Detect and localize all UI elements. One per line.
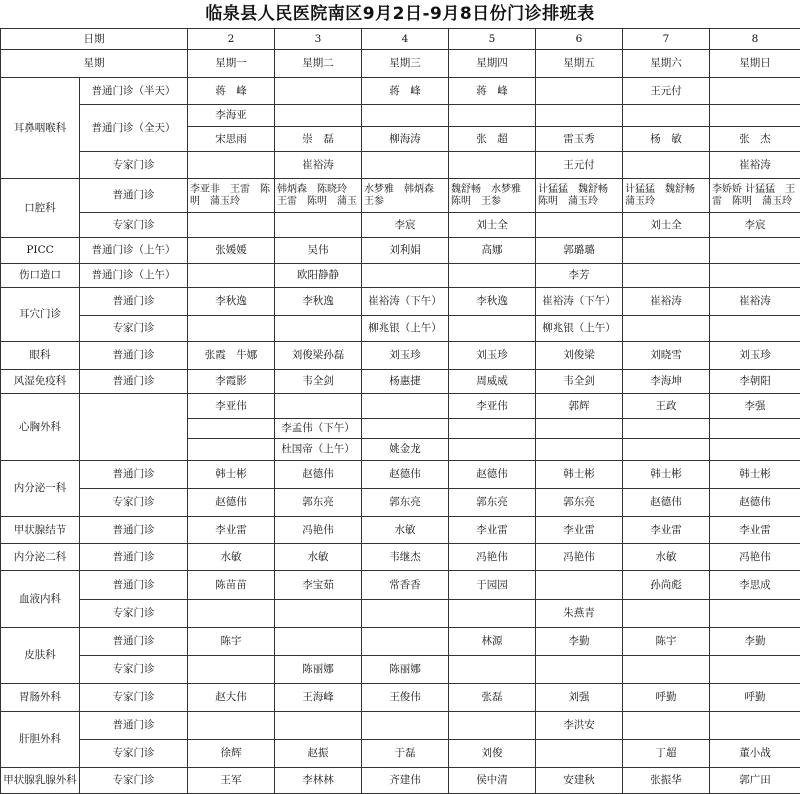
doctor-cell <box>710 419 800 439</box>
clinic-type-cell: 普通门诊 <box>80 544 188 571</box>
doctor-cell <box>710 316 800 342</box>
clinic-type-cell: 专家门诊 <box>80 684 188 712</box>
doctor-cell: 刘士全 <box>449 213 536 238</box>
date-cell: 4 <box>362 29 449 50</box>
doctor-cell: 郭东亮 <box>449 489 536 517</box>
doctor-cell <box>449 105 536 127</box>
doctor-cell: 王政 <box>623 394 710 419</box>
department-cell: 肝胆外科 <box>1 712 80 768</box>
doctor-cell: 崔裕涛 <box>710 152 800 179</box>
doctor-cell: 计猛猛 魏舒畅 蒲玉玲 <box>623 179 710 213</box>
doctor-cell: 赵德伟 <box>710 489 800 517</box>
clinic-type-cell: 专家门诊 <box>80 489 188 517</box>
doctor-cell: 刘玉珍 <box>362 342 449 370</box>
doctor-cell: 郭东亮 <box>275 489 362 517</box>
doctor-cell: 郭东亮 <box>362 489 449 517</box>
schedule-row <box>1 571 800 600</box>
department-cell: 甲状腺结节 <box>1 517 80 544</box>
weekday-row <box>1 50 800 78</box>
doctor-cell: 陈宇 <box>188 628 275 656</box>
doctor-cell: 水敏 <box>623 544 710 571</box>
doctor-cell: 韩士彬 <box>710 461 800 489</box>
schedule-row <box>1 264 800 288</box>
doctor-cell: 于园园 <box>449 571 536 600</box>
department-cell: 甲状腺乳腺外科 <box>1 768 80 794</box>
doctor-cell: 冯艳伟 <box>449 544 536 571</box>
doctor-cell <box>623 600 710 628</box>
doctor-cell <box>188 600 275 628</box>
doctor-cell: 李秋逸 <box>449 288 536 316</box>
doctor-cell: 常香香 <box>362 571 449 600</box>
doctor-cell: 李娇娇 计猛猛 王雷 陈明 蒲玉玲 <box>710 179 800 213</box>
doctor-cell <box>275 105 362 127</box>
doctor-cell <box>275 316 362 342</box>
doctor-cell: 郭东亮 <box>536 489 623 517</box>
doctor-cell: 王海峰 <box>275 684 362 712</box>
doctor-cell: 赵德伟 <box>275 461 362 489</box>
clinic-type-cell: 专家门诊 <box>80 213 188 238</box>
doctor-cell: 董小战 <box>710 740 800 768</box>
doctor-cell <box>275 213 362 238</box>
doctor-cell: 郭广田 <box>710 768 800 794</box>
doctor-cell: 赵德伟 <box>449 461 536 489</box>
department-cell: 眼科 <box>1 342 80 370</box>
doctor-cell: 孙尚彪 <box>623 571 710 600</box>
doctor-cell <box>623 439 710 461</box>
clinic-type-cell: 普通门诊 <box>80 461 188 489</box>
doctor-cell <box>275 712 362 740</box>
clinic-type-cell: 普通门诊 <box>80 712 188 740</box>
doctor-cell <box>710 600 800 628</box>
clinic-type-cell: 普通门诊 <box>80 517 188 544</box>
department-cell: 风湿免疫科 <box>1 370 80 394</box>
doctor-cell: 王元付 <box>623 78 710 105</box>
department-cell: 血液内科 <box>1 571 80 628</box>
clinic-type-cell <box>80 394 188 461</box>
doctor-cell: 蒋 峰 <box>449 78 536 105</box>
doctor-cell: 崔裕涛 <box>710 288 800 316</box>
doctor-cell: 蒋 峰 <box>188 78 275 105</box>
doctor-cell: 刘士全 <box>623 213 710 238</box>
doctor-cell: 李林林 <box>275 768 362 794</box>
doctor-cell: 高娜 <box>449 238 536 264</box>
schedule-row <box>1 600 800 628</box>
doctor-cell: 刘玉珍 <box>449 342 536 370</box>
doctor-cell <box>623 419 710 439</box>
doctor-cell: 刘利娟 <box>362 238 449 264</box>
doctor-cell: 李孟伟（下午） <box>275 419 362 439</box>
schedule-row <box>1 370 800 394</box>
doctor-cell: 李业雷 <box>449 517 536 544</box>
doctor-cell: 刘俊 <box>449 740 536 768</box>
date-label: 日期 <box>1 29 188 50</box>
clinic-type-cell: 专家门诊 <box>80 740 188 768</box>
department-cell: 皮肤科 <box>1 628 80 684</box>
schedule-row <box>1 461 800 489</box>
doctor-cell: 张 超 <box>449 127 536 152</box>
doctor-cell: 李海亚 <box>188 105 275 127</box>
doctor-cell: 张 杰 <box>710 127 800 152</box>
doctor-cell <box>188 419 275 439</box>
schedule-row <box>1 656 800 684</box>
doctor-cell <box>710 78 800 105</box>
doctor-cell: 韩士彬 <box>536 461 623 489</box>
doctor-cell: 赵大伟 <box>188 684 275 712</box>
doctor-cell: 李业雷 <box>536 517 623 544</box>
department-cell: 伤口造口 <box>1 264 80 288</box>
doctor-cell: 张霞 牛娜 <box>188 342 275 370</box>
doctor-cell <box>449 656 536 684</box>
doctor-cell <box>188 712 275 740</box>
schedule-row <box>1 78 800 105</box>
schedule-row <box>1 316 800 342</box>
doctor-cell: 魏舒畅 水梦雅 陈明 王参 <box>449 179 536 213</box>
doctor-cell <box>275 628 362 656</box>
schedule-row <box>1 517 800 544</box>
doctor-cell: 李芳 <box>536 264 623 288</box>
doctor-cell: 水敏 <box>188 544 275 571</box>
doctor-cell: 于磊 <box>362 740 449 768</box>
doctor-cell <box>623 316 710 342</box>
schedule-row <box>1 768 800 794</box>
date-cell: 7 <box>623 29 710 50</box>
doctor-cell: 李思成 <box>710 571 800 600</box>
clinic-type-cell: 普通门诊（全天） <box>80 105 188 152</box>
doctor-cell <box>536 656 623 684</box>
doctor-cell <box>362 394 449 419</box>
doctor-cell: 姚金龙 <box>362 439 449 461</box>
doctor-cell <box>449 600 536 628</box>
clinic-type-cell: 专家门诊 <box>80 768 188 794</box>
clinic-type-cell: 普通门诊 <box>80 288 188 316</box>
doctor-cell <box>449 439 536 461</box>
doctor-cell: 张振华 <box>623 768 710 794</box>
doctor-cell <box>188 264 275 288</box>
doctor-cell <box>710 439 800 461</box>
doctor-cell <box>188 439 275 461</box>
doctor-cell <box>362 712 449 740</box>
doctor-cell: 水敏 <box>362 517 449 544</box>
clinic-type-cell: 普通门诊 <box>80 179 188 213</box>
doctor-cell <box>362 105 449 127</box>
doctor-cell <box>362 419 449 439</box>
date-cell: 6 <box>536 29 623 50</box>
doctor-cell: 杨 敏 <box>623 127 710 152</box>
weekday-cell: 星期五 <box>536 50 623 78</box>
department-cell: 心胸外科 <box>1 394 80 461</box>
doctor-cell: 林源 <box>449 628 536 656</box>
schedule-row <box>1 684 800 712</box>
department-cell: PICC <box>1 238 80 264</box>
doctor-cell: 李朝阳 <box>710 370 800 394</box>
doctor-cell: 柳海涛 <box>362 127 449 152</box>
department-cell: 口腔科 <box>1 179 80 238</box>
doctor-cell <box>623 712 710 740</box>
doctor-cell: 李亚伟 <box>188 394 275 419</box>
doctor-cell <box>536 213 623 238</box>
clinic-type-cell: 专家门诊 <box>80 600 188 628</box>
doctor-cell: 李强 <box>710 394 800 419</box>
doctor-cell: 宋思雨 <box>188 127 275 152</box>
doctor-cell <box>188 316 275 342</box>
doctor-cell: 赵德伟 <box>623 489 710 517</box>
doctor-cell: 计猛猛 魏舒畅 陈明 蒲玉玲 <box>536 179 623 213</box>
doctor-cell: 冯艳伟 <box>536 544 623 571</box>
doctor-cell <box>536 105 623 127</box>
doctor-cell: 刘强 <box>536 684 623 712</box>
doctor-cell: 李亚非 王雷 陈明 蒲玉玲 <box>188 179 275 213</box>
doctor-cell: 陈苗苗 <box>188 571 275 600</box>
doctor-cell: 呼勤 <box>623 684 710 712</box>
doctor-cell: 张媛媛 <box>188 238 275 264</box>
schedule-table <box>0 28 800 794</box>
date-cell: 2 <box>188 29 275 50</box>
clinic-type-cell: 普通门诊 <box>80 571 188 600</box>
doctor-cell: 崔裕涛 <box>275 152 362 179</box>
schedule-row <box>1 179 800 213</box>
doctor-cell: 齐建伟 <box>362 768 449 794</box>
department-cell: 耳鼻咽喉科 <box>1 78 80 179</box>
doctor-cell <box>362 628 449 656</box>
doctor-cell: 刘玉珍 <box>710 342 800 370</box>
doctor-cell: 杨惠捷 <box>362 370 449 394</box>
doctor-cell <box>710 105 800 127</box>
doctor-cell: 水梦雅 韩炳森 王参 <box>362 179 449 213</box>
doctor-cell: 崔裕涛 <box>623 288 710 316</box>
doctor-cell: 刘俊梁 <box>536 342 623 370</box>
doctor-cell <box>623 656 710 684</box>
doctor-cell: 柳兆银（上午） <box>536 316 623 342</box>
department-cell: 耳穴门诊 <box>1 288 80 342</box>
clinic-type-cell: 普通门诊（半天） <box>80 78 188 105</box>
doctor-cell <box>449 316 536 342</box>
doctor-cell <box>449 419 536 439</box>
schedule-body <box>1 29 800 794</box>
doctor-cell: 雷玉秀 <box>536 127 623 152</box>
doctor-cell: 李宝茹 <box>275 571 362 600</box>
doctor-cell <box>623 152 710 179</box>
doctor-cell: 赵德伟 <box>188 489 275 517</box>
doctor-cell <box>536 740 623 768</box>
doctor-cell <box>188 213 275 238</box>
doctor-cell: 韦继杰 <box>362 544 449 571</box>
doctor-cell: 韩炳森 陈晓玲 王雷 陈明 蒲玉 <box>275 179 362 213</box>
weekday-cell: 星期三 <box>362 50 449 78</box>
doctor-cell <box>449 264 536 288</box>
doctor-cell: 丁超 <box>623 740 710 768</box>
doctor-cell: 崔裕涛（下午） <box>362 288 449 316</box>
doctor-cell: 王军 <box>188 768 275 794</box>
doctor-cell: 李业雷 <box>188 517 275 544</box>
doctor-cell: 吴伟 <box>275 238 362 264</box>
doctor-cell <box>275 78 362 105</box>
doctor-cell: 陈丽娜 <box>362 656 449 684</box>
date-cell: 5 <box>449 29 536 50</box>
schedule-row <box>1 342 800 370</box>
doctor-cell: 柳兆银（上午） <box>362 316 449 342</box>
weekday-cell: 星期一 <box>188 50 275 78</box>
doctor-cell: 陈丽娜 <box>275 656 362 684</box>
doctor-cell <box>623 105 710 127</box>
schedule-row <box>1 394 800 419</box>
doctor-cell <box>536 571 623 600</box>
page-title: 临泉县人民医院南区9月2日-9月8日份门诊排班表 <box>0 0 800 28</box>
clinic-type-cell: 专家门诊 <box>80 316 188 342</box>
weekday-cell: 星期日 <box>710 50 800 78</box>
doctor-cell <box>188 152 275 179</box>
doctor-cell <box>623 264 710 288</box>
doctor-cell <box>623 238 710 264</box>
clinic-type-cell: 普通门诊（上午） <box>80 264 188 288</box>
doctor-cell: 王俊伟 <box>362 684 449 712</box>
schedule-row <box>1 740 800 768</box>
doctor-cell <box>710 238 800 264</box>
doctor-cell: 李勤 <box>536 628 623 656</box>
doctor-cell: 韩士彬 <box>623 461 710 489</box>
doctor-cell: 张磊 <box>449 684 536 712</box>
doctor-cell: 刘俊梁孙磊 <box>275 342 362 370</box>
schedule-row <box>1 288 800 316</box>
schedule-row <box>1 489 800 517</box>
doctor-cell: 李勤 <box>710 628 800 656</box>
doctor-cell: 赵德伟 <box>362 461 449 489</box>
doctor-cell: 蒋 峰 <box>362 78 449 105</box>
schedule-row <box>1 628 800 656</box>
doctor-cell: 李秋逸 <box>188 288 275 316</box>
doctor-cell <box>362 152 449 179</box>
date-cell: 8 <box>710 29 800 50</box>
doctor-cell <box>449 712 536 740</box>
doctor-cell <box>710 264 800 288</box>
doctor-cell <box>275 394 362 419</box>
doctor-cell: 呼勤 <box>710 684 800 712</box>
schedule-row <box>1 105 800 127</box>
doctor-cell: 徐辉 <box>188 740 275 768</box>
clinic-type-cell: 普通门诊 <box>80 370 188 394</box>
doctor-cell: 水敏 <box>275 544 362 571</box>
doctor-cell: 李霞影 <box>188 370 275 394</box>
doctor-cell: 李秋逸 <box>275 288 362 316</box>
department-cell: 胃肠外科 <box>1 684 80 712</box>
doctor-cell: 郭璐璐 <box>536 238 623 264</box>
clinic-type-cell: 普通门诊 <box>80 628 188 656</box>
doctor-cell: 王元付 <box>536 152 623 179</box>
clinic-type-cell: 普通门诊（上午） <box>80 238 188 264</box>
doctor-cell: 韩士彬 <box>188 461 275 489</box>
clinic-type-cell: 普通门诊 <box>80 342 188 370</box>
doctor-cell: 欧阳静静 <box>275 264 362 288</box>
doctor-cell: 朱燕青 <box>536 600 623 628</box>
weekday-cell: 星期二 <box>275 50 362 78</box>
doctor-cell <box>536 439 623 461</box>
doctor-cell: 李业雷 <box>710 517 800 544</box>
clinic-type-cell: 专家门诊 <box>80 152 188 179</box>
schedule-row <box>1 238 800 264</box>
doctor-cell: 李洪安 <box>536 712 623 740</box>
schedule-row <box>1 213 800 238</box>
doctor-cell <box>710 712 800 740</box>
doctor-cell: 韦全剑 <box>275 370 362 394</box>
doctor-cell: 李业雷 <box>623 517 710 544</box>
doctor-cell: 杜国帝（上午） <box>275 439 362 461</box>
doctor-cell <box>710 656 800 684</box>
doctor-cell: 刘晓雪 <box>623 342 710 370</box>
schedule-row <box>1 712 800 740</box>
doctor-cell: 李海坤 <box>623 370 710 394</box>
doctor-cell <box>449 152 536 179</box>
week-label: 星期 <box>1 50 188 78</box>
doctor-cell: 李宸 <box>362 213 449 238</box>
date-cell: 3 <box>275 29 362 50</box>
doctor-cell: 侯中清 <box>449 768 536 794</box>
weekday-cell: 星期四 <box>449 50 536 78</box>
doctor-cell: 周威威 <box>449 370 536 394</box>
doctor-cell <box>275 600 362 628</box>
weekday-cell: 星期六 <box>623 50 710 78</box>
clinic-type-cell: 专家门诊 <box>80 656 188 684</box>
doctor-cell: 韦全剑 <box>536 370 623 394</box>
doctor-cell: 冯艳伟 <box>275 517 362 544</box>
doctor-cell <box>536 78 623 105</box>
doctor-cell: 李亚伟 <box>449 394 536 419</box>
date-row <box>1 29 800 50</box>
doctor-cell: 崇 磊 <box>275 127 362 152</box>
department-cell: 内分泌一科 <box>1 461 80 517</box>
doctor-cell: 郭辉 <box>536 394 623 419</box>
schedule-row <box>1 544 800 571</box>
doctor-cell: 安建秋 <box>536 768 623 794</box>
doctor-cell: 冯艳伟 <box>710 544 800 571</box>
doctor-cell: 陈宇 <box>623 628 710 656</box>
doctor-cell <box>362 600 449 628</box>
doctor-cell <box>188 656 275 684</box>
doctor-cell <box>536 419 623 439</box>
doctor-cell: 李宸 <box>710 213 800 238</box>
doctor-cell: 赵振 <box>275 740 362 768</box>
doctor-cell: 崔裕涛（下午） <box>536 288 623 316</box>
doctor-cell <box>362 264 449 288</box>
schedule-row <box>1 152 800 179</box>
department-cell: 内分泌二科 <box>1 544 80 571</box>
